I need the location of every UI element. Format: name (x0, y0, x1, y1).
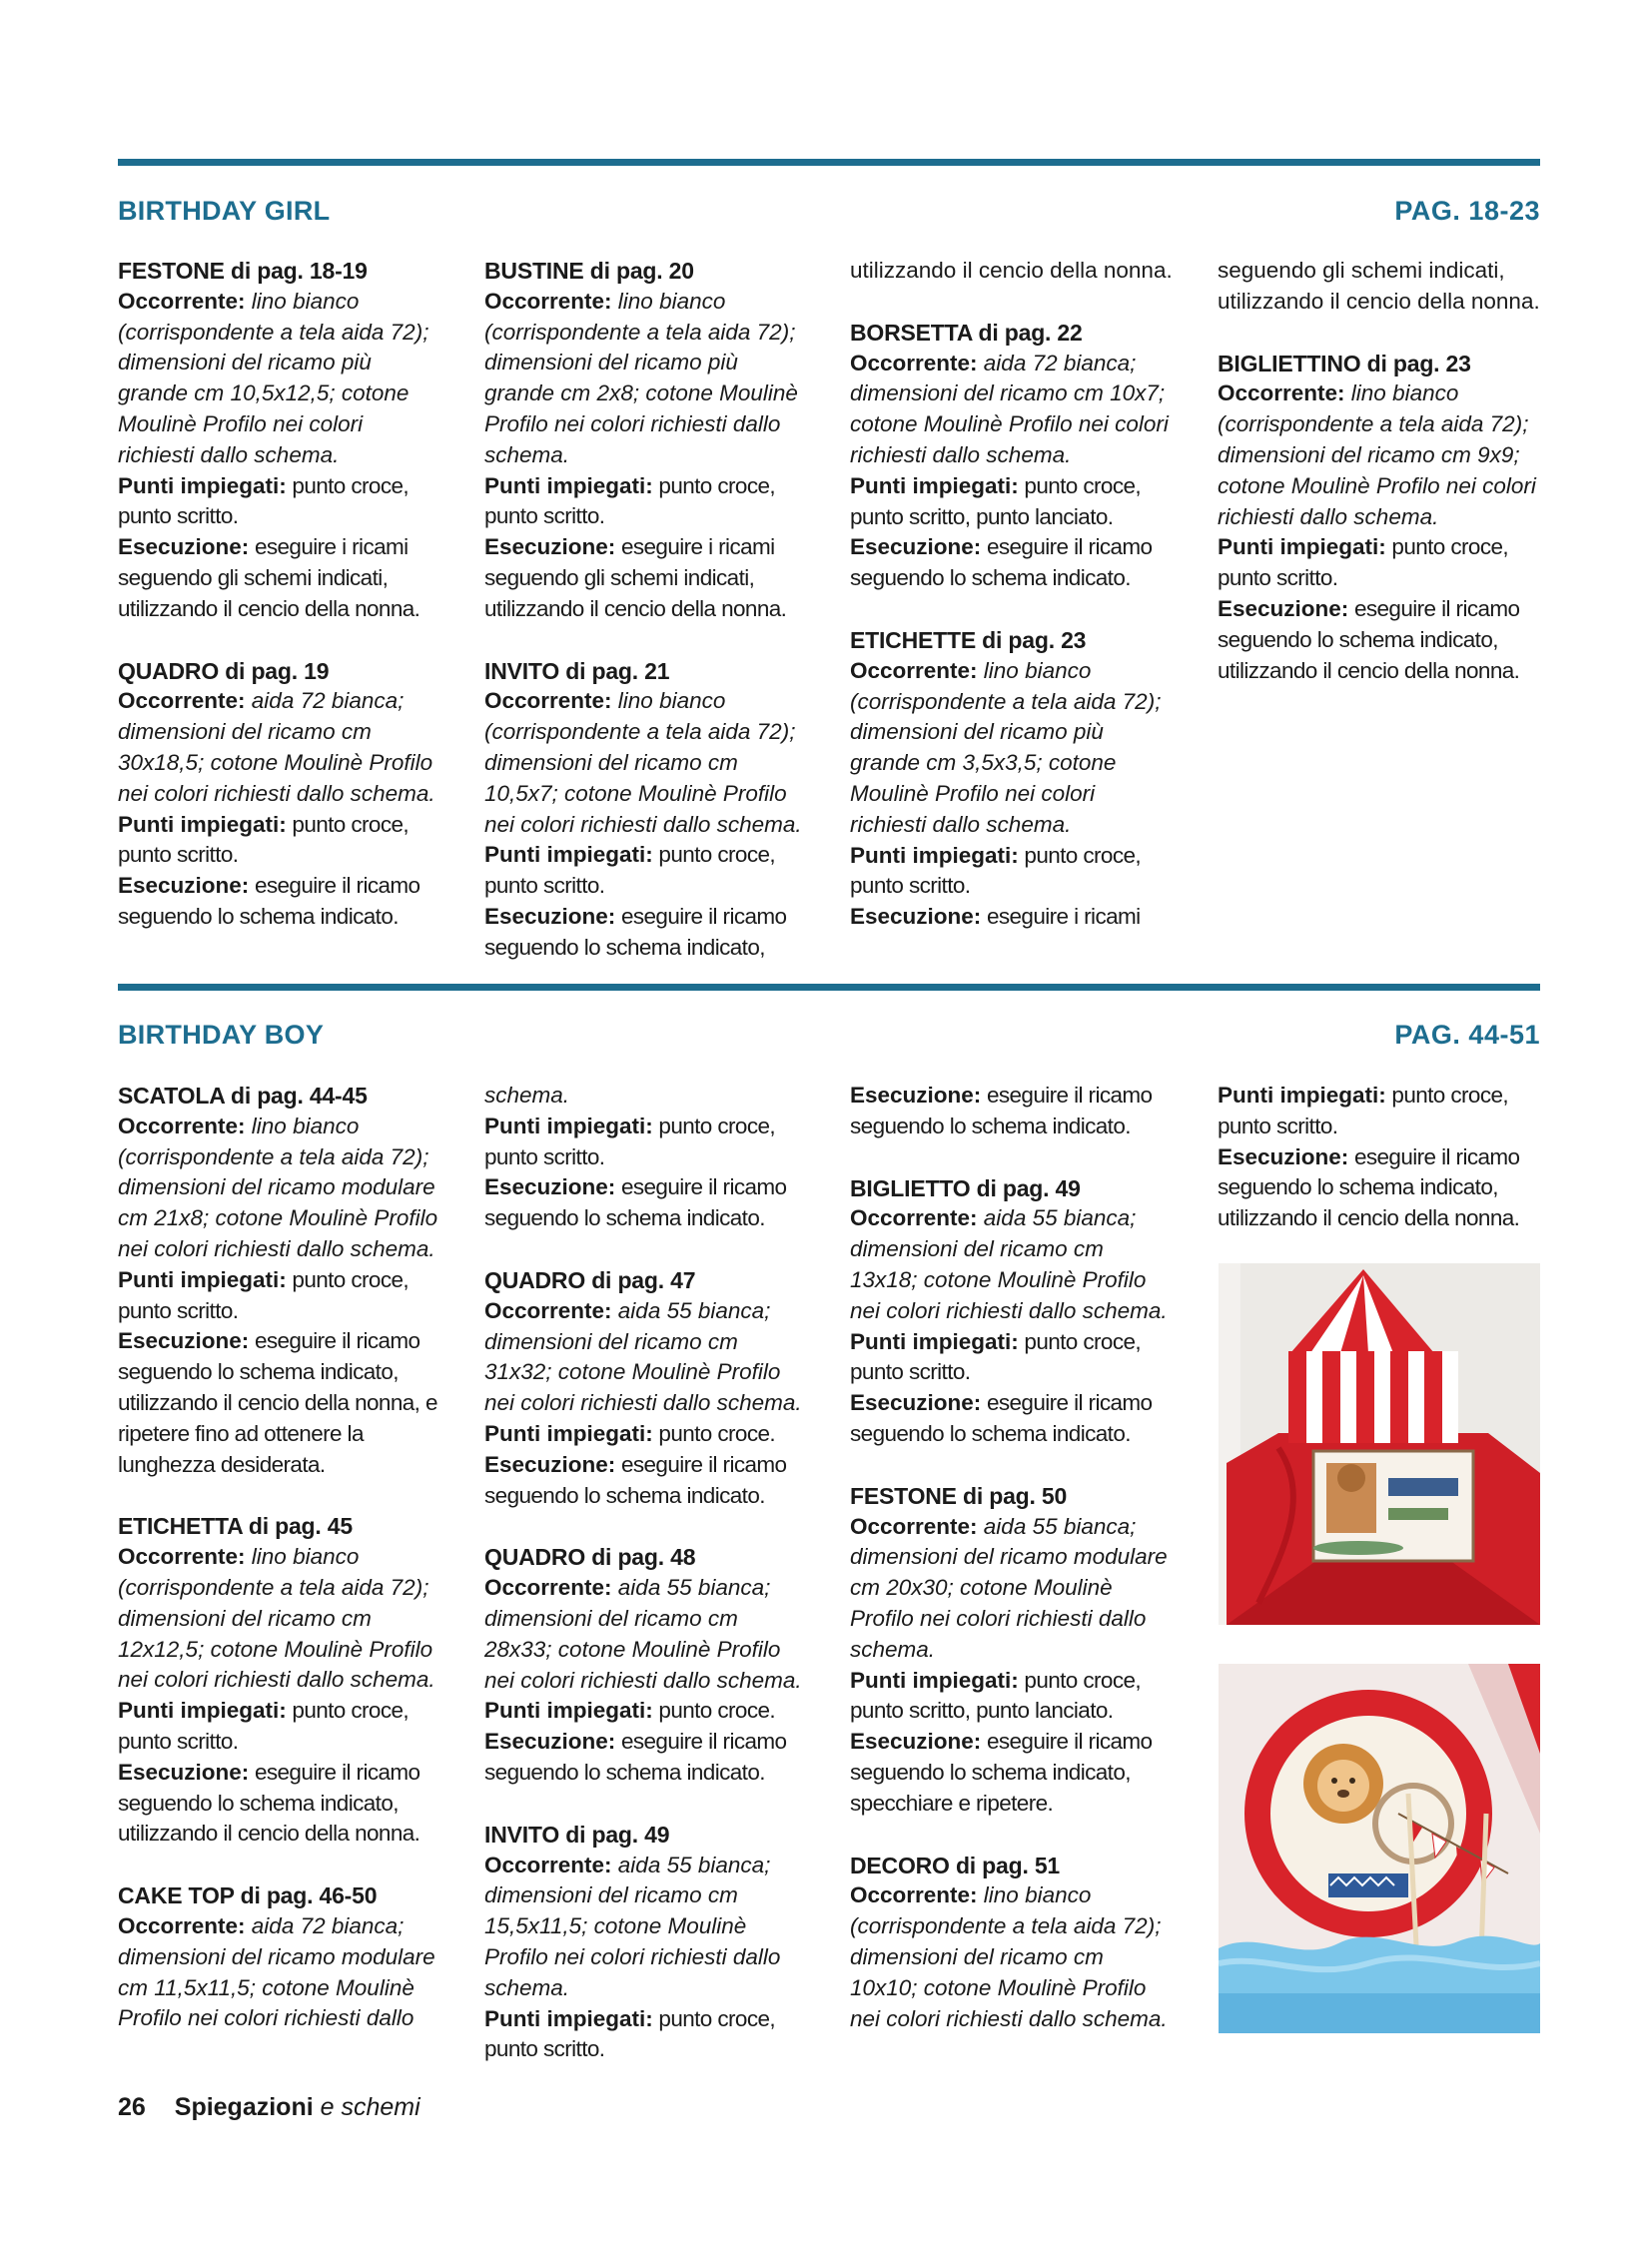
paragraph-gap (1218, 318, 1543, 349)
field-label: Punti impiegati: (118, 1698, 287, 1724)
field-label: Esecuzione: (1218, 595, 1349, 621)
labelled-paragraph (484, 287, 810, 471)
field-label: Punti impiegati: (850, 1667, 1019, 1693)
field-value: punto croce, punto scritto, punto lanciato. (850, 1667, 1142, 1724)
field-value: punto croce, punto scritto. (850, 842, 1142, 899)
labelled-paragraph (118, 1696, 443, 1758)
project-heading: ETICHETTA di pag. 45 (118, 1513, 353, 1540)
field-label: Punti impiegati: (118, 811, 287, 837)
labelled-paragraph (484, 902, 810, 964)
paragraph-gap (118, 1850, 443, 1880)
page-number: 26 (118, 2093, 146, 2121)
paragraph-gap (484, 1511, 810, 1542)
field-label: Occorrente: (484, 688, 612, 714)
labelled-paragraph (484, 1851, 810, 2004)
labelled-paragraph (118, 1326, 443, 1480)
body-text: utilizzando il cencio della nonna. (850, 258, 1173, 283)
project-heading: DECORO di pag. 51 (850, 1852, 1061, 1878)
labelled-paragraph (118, 686, 443, 809)
labelled-paragraph (850, 471, 1176, 533)
paragraph-gap (850, 1142, 1176, 1173)
labelled-paragraph (850, 1081, 1176, 1142)
body-text: seguendo gli schemi indicati, utilizzando il cencio della nonna. (1218, 258, 1540, 314)
field-value: eseguire il ricamo seguendo lo schema indicato, utilizzando il cencio della nonna. (1218, 595, 1520, 683)
field-label: Occorrente: (484, 1575, 612, 1601)
labelled-paragraph (850, 1327, 1176, 1389)
labelled-paragraph (484, 1296, 810, 1419)
field-label: Punti impiegati: (1218, 534, 1386, 560)
section-page-boy: PAG. 44-51 (1394, 1020, 1540, 1050)
labelled-paragraph (484, 1419, 810, 1450)
field-value: eseguire il ricamo seguendo lo schema indicato, utilizzando il cencio della nonna. (1218, 1143, 1520, 1231)
field-label: Occorrente: (850, 350, 978, 375)
labelled-paragraph (484, 1172, 810, 1234)
labelled-paragraph (118, 810, 443, 872)
field-label: Punti impiegati: (850, 1328, 1019, 1354)
field-label: Esecuzione: (484, 903, 616, 929)
field-label: Punti impiegati: (118, 472, 287, 498)
labelled-paragraph (118, 1112, 443, 1265)
boy-column-2 (484, 1081, 810, 2065)
field-label: Punti impiegati: (118, 1266, 287, 1292)
labelled-paragraph (118, 1758, 443, 1850)
labelled-paragraph (1218, 1081, 1543, 1142)
field-label: Occorrente: (118, 688, 246, 714)
labelled-paragraph (850, 656, 1176, 841)
paragraph-gap (850, 1450, 1176, 1481)
field-label: Punti impiegati: (484, 1113, 653, 1138)
paragraph-gap (850, 1820, 1176, 1851)
project-heading: QUADRO di pag. 19 (118, 657, 330, 684)
paragraph-gap (118, 1480, 443, 1511)
field-value: punto croce, punto scritto. (484, 1113, 776, 1169)
labelled-paragraph (850, 841, 1176, 903)
project-heading: BIGLIETTINO di pag. 23 (1218, 350, 1471, 376)
labelled-paragraph (1218, 1142, 1543, 1234)
boy-column-4 (1218, 1081, 1543, 1234)
labelled-paragraph (850, 1512, 1176, 1666)
labelled-paragraph (118, 1911, 443, 2034)
field-label: Esecuzione: (484, 1451, 616, 1477)
field-label: Esecuzione: (850, 1729, 982, 1755)
girl-column-1 (118, 256, 443, 933)
field-value: lino bianco (corrispondente a tela aida 72); dimensioni del ricamo più grande cm 3,5x3,5; cotone Moulinè Profilo nei colori richiesti dallo schema. (850, 657, 1162, 837)
field-value: aida 55 bianca; dimensioni del ricamo cm 31x32; cotone Moulinè Profilo nei colori richiesti dallo schema. (484, 1297, 802, 1416)
labelled-paragraph (118, 471, 443, 533)
field-label: Occorrente: (850, 657, 978, 683)
project-heading: BIGLIETTO di pag. 49 (850, 1174, 1081, 1201)
field-label: Occorrente: (850, 1882, 978, 1908)
field-value: aida 55 bianca; dimensioni del ricamo cm 28x33; cotone Moulinè Profilo nei colori richiesti dallo schema. (484, 1575, 802, 1693)
paragraph-gap (484, 625, 810, 656)
footer-title: Spiegazioni (174, 2093, 314, 2121)
labelled-paragraph (850, 532, 1176, 594)
body-text-italic: schema. (484, 1083, 570, 1108)
field-value: eseguire i ricami seguendo gli schemi indicati, utilizzando il cencio della nonna. (118, 534, 420, 621)
footer-subtitle: e schemi (320, 2093, 420, 2121)
field-value: lino bianco (corrispondente a tela aida 72); dimensioni del ricamo cm 12x12,5; cotone Moulinè Profilo nei colori richiesti dallo schema. (118, 1544, 435, 1693)
labelled-paragraph (484, 1727, 810, 1789)
field-label: Punti impiegati: (484, 1698, 653, 1724)
project-heading: INVITO di pag. 49 (484, 1821, 670, 1848)
paragraph-gap (484, 1234, 810, 1265)
paragraph-gap (118, 625, 443, 656)
labelled-paragraph (1218, 378, 1543, 532)
project-heading: QUADRO di pag. 48 (484, 1544, 696, 1571)
field-value: aida 72 bianca; dimensioni del ricamo cm 10x7; cotone Moulinè Profilo nei colori richiesti dallo schema. (850, 350, 1169, 467)
field-value: punto croce, punto scritto. (484, 472, 776, 529)
field-value: lino bianco (corrispondente a tela aida 72); dimensioni del ricamo più grande cm 10,5x12,5; cotone Moulinè Profilo nei colori richiesti dallo schema. (118, 288, 429, 467)
field-label: Occorrente: (1218, 380, 1345, 406)
section-rule-girl (118, 159, 1540, 166)
labelled-paragraph (484, 1450, 810, 1512)
field-value: punto croce, punto scritto. (118, 1698, 410, 1754)
girl-column-2 (484, 256, 810, 964)
field-value: aida 55 bianca; dimensioni del ricamo cm 13x18; cotone Moulinè Profilo nei colori richiesti dallo schema. (850, 1205, 1168, 1323)
labelled-paragraph (484, 686, 810, 840)
project-heading: FESTONE di pag. 18-19 (118, 258, 368, 284)
labelled-paragraph (484, 2004, 810, 2066)
field-label: Punti impiegati: (484, 842, 653, 868)
field-label: Esecuzione: (850, 534, 982, 560)
paragraph-gap (850, 594, 1176, 625)
field-value: eseguire il ricamo seguendo lo schema indicato. (484, 1174, 787, 1231)
field-label: Esecuzione: (484, 534, 616, 560)
section-title-girl: BIRTHDAY GIRL (118, 196, 331, 226)
labelled-paragraph (484, 471, 810, 533)
labelled-paragraph (1218, 532, 1543, 594)
field-value: lino bianco (corrispondente a tela aida 72); dimensioni del ricamo cm 10x10; cotone Moulinè Profilo nei colori richiesti dallo schema. (850, 1882, 1168, 2031)
field-label: Occorrente: (484, 1297, 612, 1323)
labelled-paragraph (850, 1727, 1176, 1819)
field-label: Occorrente: (484, 1852, 612, 1877)
field-value: lino bianco (corrispondente a tela aida 72); dimensioni del ricamo cm 9x9; cotone Moulinè Profilo nei colori richiesti dallo schema. (1218, 380, 1536, 529)
project-heading: CAKE TOP di pag. 46-50 (118, 1882, 378, 1909)
field-value: eseguire il ricamo seguendo lo schema indicato. (484, 1729, 787, 1785)
labelled-paragraph (118, 1542, 443, 1696)
labelled-paragraph (484, 532, 810, 624)
field-label: Esecuzione: (118, 534, 250, 560)
circus-tent-card-photo (1219, 1263, 1540, 1625)
field-value: eseguire il ricamo seguendo lo schema indicato, utilizzando il cencio della nonna. (118, 1759, 420, 1847)
field-label: Punti impiegati: (484, 1420, 653, 1446)
field-value: punto croce. (652, 1420, 776, 1446)
field-value: eseguire il ricamo seguendo lo schema indicato. (850, 534, 1153, 591)
field-label: Esecuzione: (118, 873, 250, 899)
boy-column-1 (118, 1081, 443, 2034)
field-label: Esecuzione: (484, 1174, 616, 1200)
field-label: Esecuzione: (1218, 1143, 1349, 1169)
girl-column-4 (1218, 256, 1543, 686)
field-label: Esecuzione: (850, 1390, 982, 1416)
labelled-paragraph (118, 532, 443, 624)
field-value: punto croce, punto scritto. (850, 1328, 1142, 1385)
lion-cake-topper-photo (1219, 1664, 1540, 2033)
field-value: eseguire il ricamo seguendo lo schema indicato. (850, 1083, 1153, 1138)
field-value: aida 55 bianca; dimensioni del ricamo cm 15,5x11,5; cotone Moulinè Profilo nei colori richiesti dallo schema. (484, 1852, 781, 2000)
field-label: Occorrente: (484, 288, 612, 314)
field-label: Occorrente: (118, 1544, 246, 1570)
field-value: punto croce. (652, 1698, 776, 1724)
labelled-paragraph (850, 1388, 1176, 1450)
field-label: Esecuzione: (850, 904, 982, 930)
footer (118, 2093, 420, 2122)
field-value: eseguire il ricamo seguendo lo schema indicato, (484, 903, 787, 960)
field-value: lino bianco (corrispondente a tela aida 72); dimensioni del ricamo modulare cm 21x8; cotone Moulinè Profilo nei colori richiesti dallo schema. (118, 1113, 438, 1261)
section-rule-boy (118, 984, 1540, 991)
project-heading: QUADRO di pag. 47 (484, 1266, 696, 1293)
field-value: punto croce, punto scritto. (484, 842, 776, 899)
field-value: punto croce, punto scritto. (118, 472, 410, 529)
labelled-paragraph (850, 1880, 1176, 2034)
project-heading: BUSTINE di pag. 20 (484, 258, 694, 284)
labelled-paragraph (484, 1696, 810, 1727)
field-label: Esecuzione: (850, 1083, 982, 1108)
labelled-paragraph (850, 349, 1176, 471)
field-value: eseguire i ricami seguendo gli schemi indicati, utilizzando il cencio della nonna. (484, 534, 787, 621)
field-value: lino bianco (corrispondente a tela aida 72); dimensioni del ricamo più grande cm 2x8; cotone Moulinè Profilo nei colori richiesti dallo schema. (484, 288, 798, 467)
field-value: punto croce, punto scritto. (118, 811, 410, 868)
field-value: eseguire il ricamo seguendo lo schema indicato. (118, 873, 420, 929)
field-label: Esecuzione: (118, 1328, 250, 1354)
field-label: Occorrente: (118, 1912, 246, 1938)
paragraph-gap (484, 1789, 810, 1820)
labelled-paragraph (484, 1573, 810, 1696)
field-value: punto croce, punto scritto. (1218, 534, 1509, 591)
field-value: eseguire il ricamo seguendo lo schema indicato, specchiare e ripetere. (850, 1729, 1153, 1816)
project-heading: ETICHETTE di pag. 23 (850, 626, 1087, 653)
girl-column-3 (850, 256, 1176, 933)
section-title-boy: BIRTHDAY BOY (118, 1020, 325, 1050)
field-value: lino bianco (corrispondente a tela aida 72); dimensioni del ricamo cm 10,5x7; cotone Moulinè Profilo nei colori richiesti dallo schema. (484, 688, 802, 837)
field-label: Occorrente: (850, 1205, 978, 1231)
labelled-paragraph (484, 1112, 810, 1173)
field-label: Punti impiegati: (484, 472, 653, 498)
labelled-paragraph (1218, 594, 1543, 686)
field-value: eseguire i ricami (981, 904, 1141, 930)
field-value: punto croce, punto scritto. (118, 1266, 410, 1323)
field-label: Occorrente: (118, 1113, 246, 1138)
project-heading: BORSETTA di pag. 22 (850, 319, 1083, 346)
field-value: aida 72 bianca; dimensioni del ricamo modulare cm 11,5x11,5; cotone Moulinè Profilo nei colori richiesti dallo (118, 1912, 435, 2031)
project-heading: INVITO di pag. 21 (484, 657, 670, 684)
paragraph-gap (850, 287, 1176, 318)
labelled-paragraph (118, 1265, 443, 1327)
field-label: Esecuzione: (484, 1729, 616, 1755)
labelled-paragraph (850, 902, 1176, 933)
project-heading: SCATOLA di pag. 44-45 (118, 1083, 368, 1109)
field-value: aida 72 bianca; dimensioni del ricamo cm 30x18,5; cotone Moulinè Profilo nei colori richiesti dallo schema. (118, 688, 435, 806)
labelled-paragraph (118, 871, 443, 933)
boy-column-3 (850, 1081, 1176, 2034)
section-page-girl: PAG. 18-23 (1394, 196, 1540, 226)
project-heading: FESTONE di pag. 50 (850, 1482, 1068, 1509)
labelled-paragraph (850, 1203, 1176, 1326)
labelled-paragraph (484, 840, 810, 902)
field-value: aida 55 bianca; dimensioni del ricamo modulare cm 20x30; cotone Moulinè Profilo nei colori richiesti dallo schema. (850, 1513, 1168, 1662)
field-label: Esecuzione: (118, 1759, 250, 1785)
field-label: Punti impiegati: (850, 472, 1019, 498)
field-value: punto croce, punto scritto. (484, 2005, 776, 2062)
field-label: Punti impiegati: (484, 2005, 653, 2031)
field-value: eseguire il ricamo seguendo lo schema indicato, utilizzando il cencio della nonna, e ripetere fino ad ottenere la lunghezza desiderata. (118, 1328, 437, 1477)
field-value: punto croce, punto scritto, punto lanciato. (850, 472, 1142, 529)
field-label: Punti impiegati: (1218, 1083, 1386, 1108)
field-value: punto croce, punto scritto. (1218, 1083, 1509, 1138)
field-label: Occorrente: (850, 1513, 978, 1539)
field-label: Punti impiegati: (850, 842, 1019, 868)
labelled-paragraph (118, 287, 443, 471)
field-value: eseguire il ricamo seguendo lo schema indicato. (484, 1451, 787, 1508)
labelled-paragraph (850, 1666, 1176, 1728)
field-label: Occorrente: (118, 288, 246, 314)
field-value: eseguire il ricamo seguendo lo schema indicato. (850, 1390, 1153, 1446)
